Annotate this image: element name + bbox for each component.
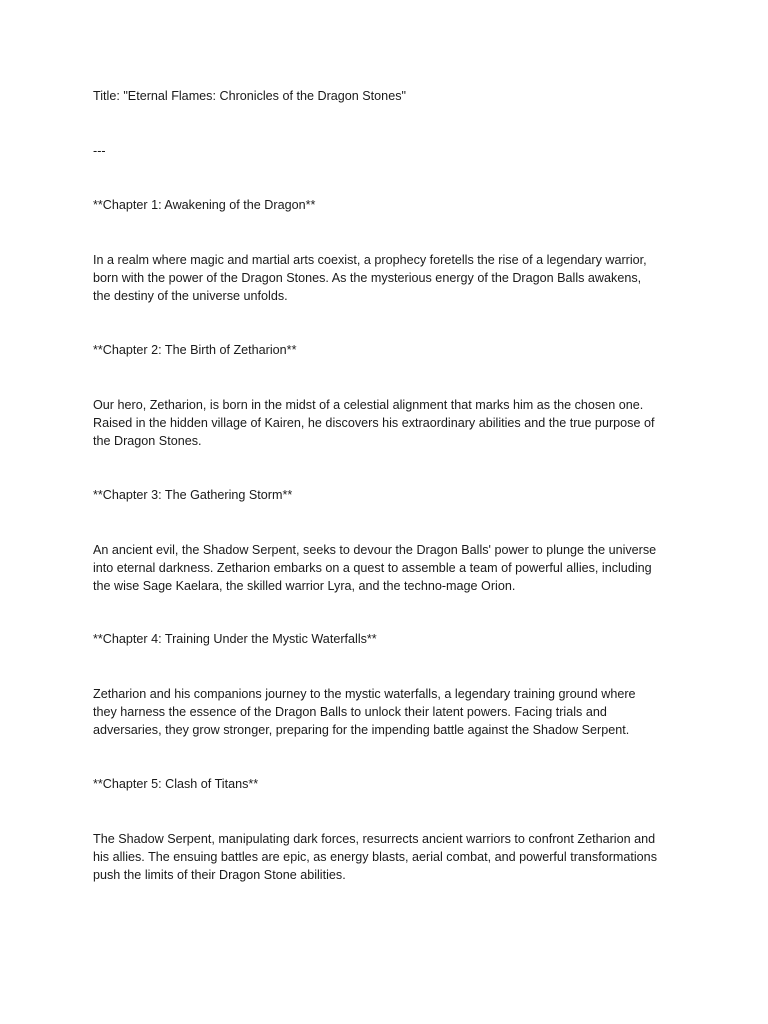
chapter-paragraph-4 (93, 685, 683, 739)
paragraph-line: Zetharion and his companions journey to the mystic waterfalls, a legendary training ground where (93, 687, 636, 701)
paragraph-line: An ancient evil, the Shadow Serpent, seeks to devour the Dragon Balls' power to plunge the universe (93, 543, 657, 557)
chapter-paragraph-1 (93, 251, 683, 305)
paragraph-line: adversaries, they grow stronger, preparing for the impending battle against the Shadow Serpent. (93, 723, 630, 737)
chapter-paragraph-5 (93, 830, 683, 884)
paragraph-line: Our hero, Zetharion, is born in the midst of a celestial alignment that marks him as the chosen one. (93, 398, 644, 412)
chapter-heading-5 (93, 775, 683, 793)
title-text: Title: "Eternal Flames: Chronicles of the Dragon Stones" (93, 89, 406, 103)
chapter-paragraph-3 (93, 541, 683, 595)
paragraph-line: his allies. The ensuing battles are epic, as energy blasts, aerial combat, and powerful transformations (93, 850, 657, 864)
paragraph-line: they harness the essence of the Dragon Balls to unlock their latent powers. Facing trials and (93, 705, 607, 719)
paragraph-line: In a realm where magic and martial arts coexist, a prophecy foretells the rise of a legendary warrior, (93, 253, 647, 267)
chapter-heading-3 (93, 486, 683, 504)
chapter-paragraph-2 (93, 396, 683, 450)
paragraph-line: born with the power of the Dragon Stones. As the mysterious energy of the Dragon Balls awakens, (93, 271, 642, 285)
paragraph-line: into eternal darkness. Zetharion embarks on a quest to assemble a team of powerful allies, including (93, 561, 652, 575)
paragraph-line: the wise Sage Kaelara, the skilled warrior Lyra, and the techno-mage Orion. (93, 579, 516, 593)
paragraph-line: the destiny of the universe unfolds. (93, 289, 288, 303)
chapter-heading-1 (93, 196, 683, 214)
paragraph-line: The Shadow Serpent, manipulating dark forces, resurrects ancient warriors to confront Zetharion and (93, 832, 656, 846)
chapter-heading-4 (93, 630, 683, 648)
chapter-heading-2 (93, 341, 683, 359)
chapter-heading-text: **Chapter 4: Training Under the Mystic Waterfalls** (93, 632, 377, 646)
chapter-heading-text: **Chapter 3: The Gathering Storm** (93, 488, 293, 502)
paragraph-line: the Dragon Stones. (93, 434, 202, 448)
chapter-heading-text: **Chapter 2: The Birth of Zetharion** (93, 343, 297, 357)
paragraph-line: Raised in the hidden village of Kairen, he discovers his extraordinary abilities and the true purpose of (93, 416, 655, 430)
chapter-heading-text: **Chapter 5: Clash of Titans** (93, 777, 259, 791)
chapter-heading-text: **Chapter 1: Awakening of the Dragon** (93, 198, 316, 212)
separator-text: --- (93, 144, 106, 158)
document-title (93, 87, 683, 105)
paragraph-line: push the limits of their Dragon Stone abilities. (93, 868, 346, 882)
separator (93, 142, 683, 160)
